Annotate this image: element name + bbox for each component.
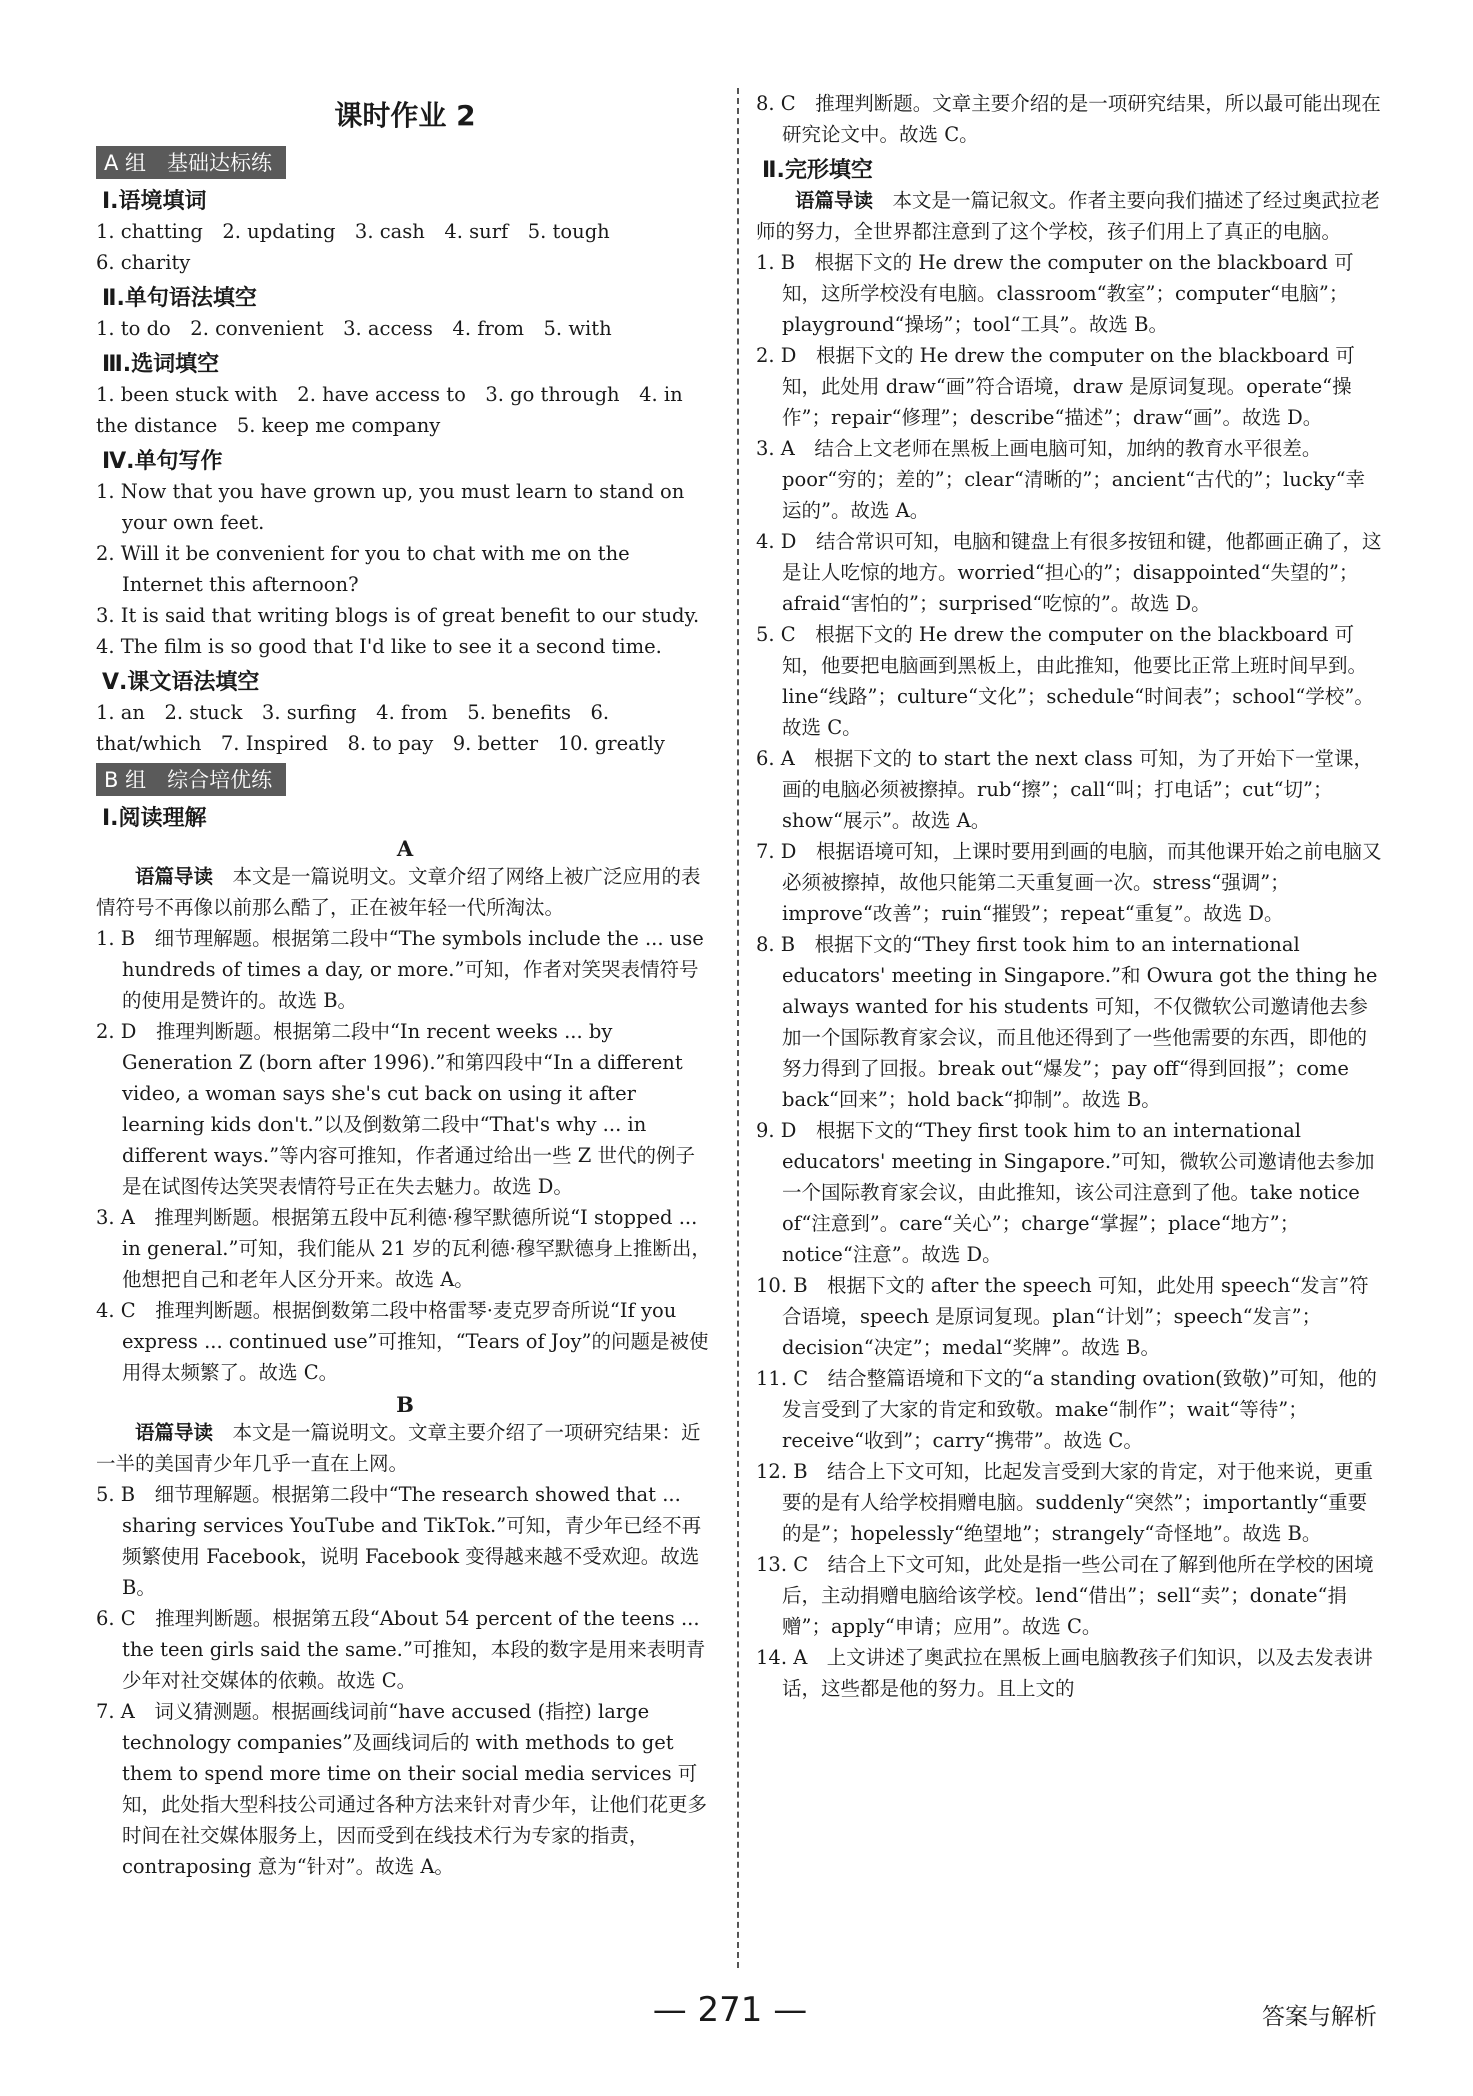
answer-item: 2. D 推理判断题。根据第二段中“In recent weeks ... by Generation Z (born after 1996).”和第四段中“In a different video, a woman says she's cut back on using it after learning kids don't.”以及倒数第二段中“That's why ... in different ways.”等内容可推知，作者通过给出一些 Z 世代的例子是在试图传达笑哭表情符号正在失去魅力。故选 D。 [96, 1020, 696, 1198]
passage-guide [96, 861, 714, 923]
answer-item: 2. Will it be convenient for you to chat with me on the Internet this afternoon? [96, 542, 630, 596]
passage-guide [96, 1417, 714, 1479]
answer-item: 7. A 词义猜测题。根据画线词前“have accused (指控) large technology companies”及画线词后的 with methods to get them to spend more time on their social media services 可知，此处指大型科技公司通过各种方法来针对青少年，让他们花更多时间在社交媒体服务上，因而受到在线技术行为专家的指责，contraposing 意为“针对”。故选 A。 [96, 1700, 708, 1878]
answer-item: 2. D 根据下文的 He drew the computer on the blackboard 可知，此处用 draw“画”符合语境，draw 是原词复现。operate“操作”；repair“修理”；describe“描述”；draw“画”。故选 D。 [756, 344, 1355, 429]
section-title: Ⅱ.单句语法填空 [102, 286, 257, 311]
answer-line: 1. chatting 2. updating 3. cash 4. surf 5. tough [96, 220, 610, 243]
passage-label: B [396, 1392, 414, 1417]
section-title: Ⅱ.完形填空 [762, 158, 873, 183]
answer-line: 6. charity [96, 251, 191, 274]
page-title: 课时作业 2 [334, 99, 476, 132]
answer-item: 8. C 推理判断题。文章主要介绍的是一项研究结果，所以最可能出现在研究论文中。故选 C。 [756, 92, 1381, 146]
section-title: Ⅰ.语境填词 [102, 189, 207, 214]
answer-item: 4. D 结合常识可知，电脑和键盘上有很多按钮和键，他都画正确了，这是让人吃惊的地方。worried“担心的”；disappointed“失望的”；afraid“害怕的”；surprised“吃惊的”。故选 D。 [756, 530, 1382, 615]
guide-text: 本文是一篇说明文。文章介绍了网络上被广泛应用的表情符号不再像以前那么酷了，正在被年轻一代所淘汰。 [96, 865, 701, 919]
answer-line: 1. been stuck with 2. have access to 3. go through 4. in the distance 5. keep me company [96, 383, 683, 437]
footer-label: 答案与解析 [1262, 2004, 1377, 2030]
guide-label: 语篇导读 [135, 1421, 214, 1444]
answer-item: 3. A 推理判断题。根据第五段中瓦利德·穆罕默德所说“I stopped ... in general.”可知，我们能从 21 岁的瓦利德·穆罕默德身上推断出，他想把自己和老年人区分开来。故选 A。 [96, 1206, 711, 1291]
answer-item: 12. B 结合上下文可知，比起发言受到大家的肯定，对于他来说，更重要的是有人给学校捐赠电脑。suddenly“突然”；importantly“重要的是”；hopelessly“绝望地”；strangely“奇怪地”。故选 B。 [756, 1460, 1374, 1545]
left-column [96, 88, 714, 1882]
passage-guide [756, 185, 1384, 247]
answer-item: 5. C 根据下文的 He drew the computer on the blackboard 可知，他要把电脑画到黑板上，由此推知，他要比正常上班时间早到。line“线路”；culture“文化”；schedule“时间表”；school“学校”。故选 C。 [756, 623, 1374, 739]
answer-item: 9. D 根据下文的“They first took him to an international educators' meeting in Singapore.”可知，微软公司邀请他去参加一个国际教育家会议，由此推知，该公司注意到了他。take notice of“注意到”。care“关心”；charge“掌握”；place“地方”；notice“注意”。故选 D。 [756, 1119, 1375, 1266]
right-column [756, 88, 1384, 1704]
answer-item: 1. B 细节理解题。根据第二段中“The symbols include the ... use hundreds of times a day, or more.”可知，作者对笑哭表情符号的使用是赞许的。故选 B。 [96, 927, 704, 1012]
answer-item: 6. A 根据下文的 to start the next class 可知，为了开始下一堂课，画的电脑必须被擦掉。rub“擦”；call“叫；打电话”；cut“切”；show“展示”。故选 A。 [756, 747, 1373, 832]
answer-item: 1. Now that you have grown up, you must learn to stand on your own feet. [96, 480, 685, 534]
guide-text: 本文是一篇记叙文。作者主要向我们描述了经过奥武拉老师的努力，全世界都注意到了这个学校，孩子们用上了真正的电脑。 [756, 189, 1381, 243]
answer-item: 6. C 推理判断题。根据第五段“About 54 percent of the teens ... the teen girls said the same.”可推知，本段的数字是用来表明青少年对社交媒体的依赖。故选 C。 [96, 1607, 706, 1692]
guide-label: 语篇导读 [795, 189, 874, 212]
passage-label: A [396, 836, 414, 861]
page-number: — 271 — [652, 1990, 808, 2030]
answer-line: 1. an 2. stuck 3. surfing 4. from 5. benefits 6. that/which 7. Inspired 8. to pay 9. better 10. greatly [96, 701, 665, 755]
column-divider [737, 88, 739, 1968]
answer-item: 14. A 上文讲述了奥武拉在黑板上画电脑教孩子们知识，以及去发表讲话，这些都是他的努力。且上文的 [756, 1646, 1373, 1700]
answer-line: 1. to do 2. convenient 3. access 4. from 5. with [96, 317, 612, 340]
section-title: Ⅰ.阅读理解 [102, 806, 207, 831]
answer-item: 11. C 结合整篇语境和下文的“a standing ovation(致敬)”可知，他的发言受到了大家的肯定和致敬。make“制作”；wait“等待”；receive“收到”；carry“携带”。故选 C。 [756, 1367, 1377, 1452]
answer-item: 10. B 根据下文的 after the speech 可知，此处用 speech“发言”符合语境，speech 是原词复现。plan“计划”；speech“发言”；decision“决定”；medal“奖牌”。故选 B。 [756, 1274, 1369, 1359]
answer-item: 4. The film is so good that I'd like to see it a second time. [96, 635, 662, 658]
answer-item: 7. D 根据语境可知，上课时要用到画的电脑，而其他课开始之前电脑又必须被擦掉，故他只能第二天重复画一次。stress“强调”；improve“改善”；ruin“摧毁”；repeat“重复”。故选 D。 [756, 840, 1382, 925]
section-title: Ⅳ.单句写作 [102, 449, 223, 474]
answer-item: 3. A 结合上文老师在黑板上画电脑可知，加纳的教育水平很差。poor“穷的；差的”；clear“清晰的”；ancient“古代的”；lucky“幸运的”。故选 A。 [756, 437, 1366, 522]
group-b-label: B 组 综合培优练 [96, 763, 286, 796]
section-title: Ⅴ.课文语法填空 [102, 670, 260, 695]
section-title: Ⅲ.选词填空 [102, 352, 220, 377]
answer-item: 8. B 根据下文的“They first took him to an international educators' meeting in Singapore.”和 Owura got the thing he always wanted for his students 可知，不仅微软公司邀请他去参加一个国际教育家会议，而且他还得到了一些他需要的东西，即他的努力得到了回报。break out“爆发”；pay off“得到回报”；come back“回来”；hold back“抑制”。故选 B。 [756, 933, 1378, 1111]
answer-item: 13. C 结合上下文可知，此处是指一些公司在了解到他所在学校的困境后，主动捐赠电脑给该学校。lend“借出”；sell“卖”；donate“捐赠”；apply“申请；应用”。故选 C。 [756, 1553, 1374, 1638]
guide-label: 语篇导读 [135, 865, 214, 888]
group-a-label: A 组 基础达标练 [96, 146, 286, 179]
answer-item: 5. B 细节理解题。根据第二段中“The research showed that ... sharing services YouTube and TikTok.”可知，青少年已经不再频繁使用 Facebook，说明 Facebook 变得越来越不受欢迎。故选 B。 [96, 1483, 702, 1599]
guide-text: 本文是一篇说明文。文章主要介绍了一项研究结果：近一半的美国青少年几乎一直在上网。 [96, 1421, 701, 1475]
answer-item: 1. B 根据下文的 He drew the computer on the blackboard 可知，这所学校没有电脑。classroom“教室”；computer“电脑”；playground“操场”；tool“工具”。故选 B。 [756, 251, 1354, 336]
answer-item: 4. C 推理判断题。根据倒数第二段中格雷琴·麦克罗奇所说“If you express ... continued use”可推知，“Tears of Joy”的问题是被使用得太频繁了。故选 C。 [96, 1299, 709, 1384]
answer-item: 3. It is said that writing blogs is of great benefit to our study. [96, 604, 700, 627]
